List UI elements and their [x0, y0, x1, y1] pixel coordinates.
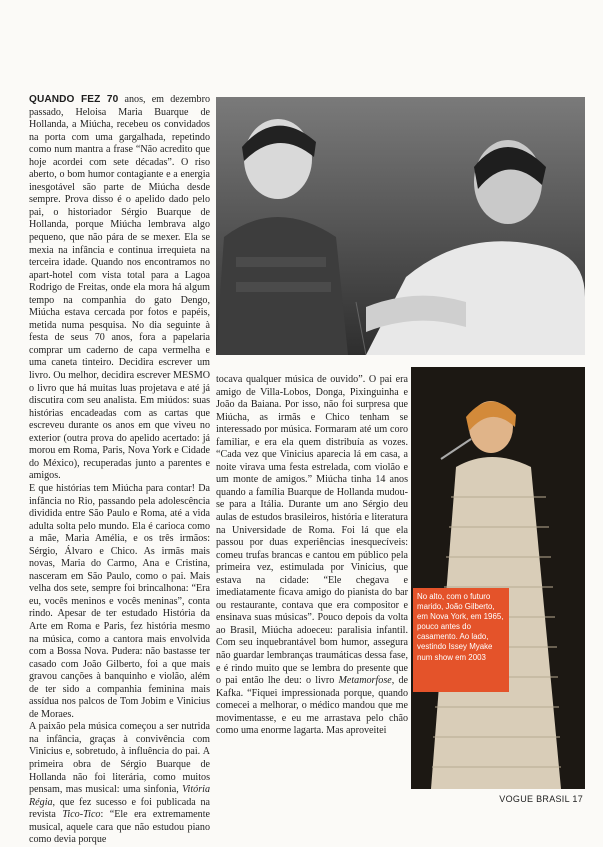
singer-photo	[411, 367, 585, 789]
couple-photo-illustration	[216, 97, 585, 355]
paragraph-2-text: E que histórias tem Miúcha para contar! Da infância no Rio, passando pela adolescência dividida entre São Paulo e Roma, até a vida adulta solta pelo mundo. Ela é carioca como a mãe, Maria Amélia, e os três irmãos: Sérgio, Álvaro e Chico. As irmãs mais novas, Maria do Carmo, Ana e Cristina, nasceram em São Paulo, como o pai. Mais velha dos sete, sempre foi brincalhona: “Era eu, vocês meninos e vocês meninas”, conta rindo. Apesar de ter estudado História da Arte em Roma e Paris, fez história mesmo na música, como a cantora mais envolvida com a Bossa Nova. Pudera: não bastasse ter casado com João Gilberto, foi a que mais gravou canções à banquinho e violão, além de ter sido a companhia feminina mais assídua nos palcos de Tom Jobim e Vinicius de Moraes.	[29, 482, 210, 720]
paragraph-3-text-2: , que fez sucesso e foi publicada na revista	[29, 796, 210, 821]
paragraph-3-em-1: Vitória Régia	[29, 784, 210, 808]
paragraph-4-text: tocava qualquer música de ouvido”. O pai era amigo de Villa-Lobos, Donga, Pixinguinha e João da Baiana. Por isso, não foi surpresa que Miúcha, as irmãs e Chico tenham se interessado por música. Formaram até um coro familiar, e era ela quem distribuía as vozes. “Cada vez que Vinicius aparecia lá em casa, a noite virava uma festa estrelada, com violão e um monte de amigos.” Miúcha tinha 14 anos quando a família Buarque de Hollanda mudou-se para a Itália. Durante um ano Sérgio deu aulas de estudos brasileiros, história e literatura na Universidade de Roma. Foi lá que ela passou por duas experiências inesquecíveis: comeu trufas brancas e cantou em público pela primeira vez, estimulada por Vinicius, que estava na cidade: “Ele chegava e imediatamente ficava amigo do pianista do bar ou restaurante, contava que era compositor e ensinava suas músicas”. Pouco depois da volta ao Brasil, Miúcha adoeceu: paralisia infantil. Com seu inquebrantável bom humor, assegura não guardar lembranças traumáticas dessa fase, e é rindo muito que se lembra do presente que o pai então lhe deu: o livro	[216, 374, 408, 687]
paragraph-4	[216, 374, 408, 738]
paragraph-3	[29, 721, 210, 846]
paragraph-4-em: Metamorfose	[338, 675, 392, 687]
paragraph-3-text: A paixão pela música começou a ser nutrida na infância, graças à convivência com Vinicius e, sobretudo, à influência do pai. A primeira obra de Sérgio Buarque de Hollanda não foi literária, como muitos pensam, mas musical: uma sinfonia,	[29, 721, 210, 796]
paragraph-2	[29, 483, 210, 721]
paragraph-1	[29, 94, 210, 483]
lead-in: QUANDO FEZ 70	[29, 94, 119, 105]
singer-photo-illustration	[411, 367, 585, 789]
photo-caption: No alto, com o futuro marido, João Gilberto, em Nova York, em 1965, pouco antes do casamento. Ao lado, vestindo Issey Myake num show em 2003	[413, 588, 509, 692]
paragraph-3-em-2: Tico-Tico	[62, 809, 101, 821]
couple-photo	[216, 97, 585, 355]
article-column-1	[29, 94, 210, 847]
article-column-2	[216, 374, 408, 738]
paragraph-4-text-2: , de Kafka. “Fiquei impressionada porque, quando comecei a melhorar, o médico mandou que me movimentasse, e eu me arrastava pelo chão como uma enorme lagarta. Mas aproveitei	[216, 675, 408, 737]
page-footer: VOGUE BRASIL 17	[499, 794, 583, 804]
paragraph-3-text-3: : “Ele era extremamente musical, aquele cara que não estudou piano como devia porque	[29, 809, 210, 846]
paragraph-1-text: anos, em dezembro passado, Heloisa Maria Buarque de Hollanda, a Miúcha, recebeu os convidados na porta com uma gargalhada, repetindo como num mantra a frase “Não acredito que hoje acordei com sete décadas”. O riso aberto, o bom humor contagiante e a energia inesgotável são parte de Miúcha desde sempre. Prova disso é o apelido dado pelo pai, o historiador Sérgio Buarque de Hollanda, porque Miúcha lembrava algo pequeno, que não pára de se mexer. Ela se mexia na infância e continua irrequieta na terceira idade. Quando nos encontramos no apart-hotel com vista total para a Lagoa Rodrigo de Freitas, onde ela mora há algum tempo na companhia do gato Dengo, Miúcha estava cercada por fotos e papéis, metida numa pesquisa. No dia seguinte à festa de seus 70 anos, fora a papelaria comprar um caderno de capa vermelha e uma caneta tinteiro. Decidira escrever um livro. Ou melhor, decidira escrever MESMO o livro que há muitas luas projetava e até já discutira com seu analista. Em miúdos: suas histórias encadeadas com as cartas que escreveu durante os anos em que viveu no exterior (outra prova do apelido acertado: já morou em Roma, Paris, Nova York e Cidade do México), recuperadas junto a parentes e amigos.	[29, 94, 210, 482]
